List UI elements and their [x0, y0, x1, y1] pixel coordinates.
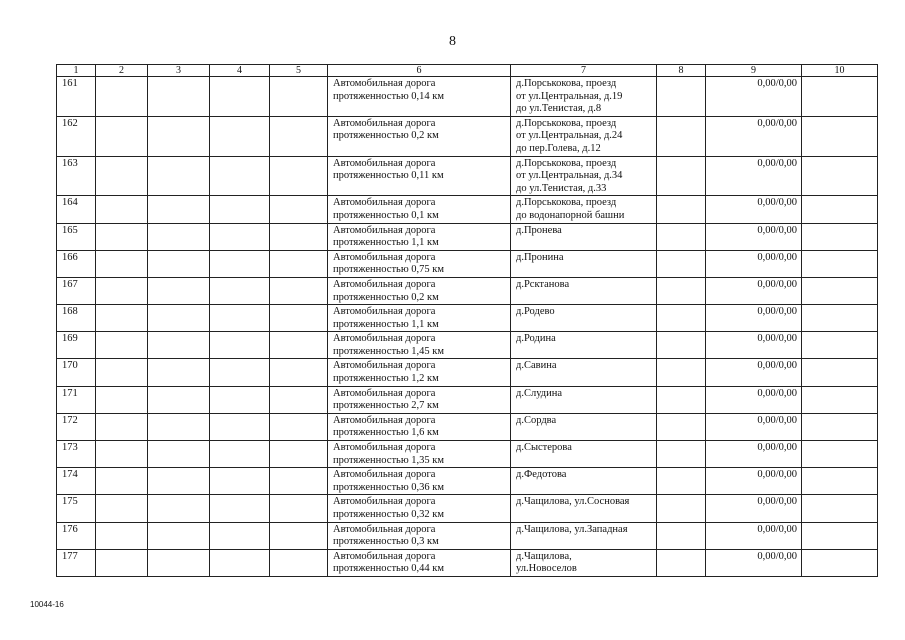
empty-cell	[270, 116, 328, 156]
empty-cell	[657, 250, 706, 277]
value-cell: 0,00/0,00	[706, 468, 802, 495]
empty-cell	[148, 156, 210, 196]
location-line: от ул.Центральная, д.24	[516, 130, 623, 142]
road-description-cell	[328, 441, 511, 468]
value-cell: 0,00/0,00	[706, 441, 802, 468]
table-row	[57, 223, 878, 250]
row-number-cell: 176	[57, 522, 96, 549]
road-description-line: Автомобильная дорога	[333, 78, 436, 89]
road-description-cell	[328, 549, 511, 576]
empty-cell	[270, 495, 328, 522]
empty-cell	[270, 386, 328, 413]
location-cell	[511, 156, 657, 196]
location-line: от ул.Центральная, д.19	[516, 90, 623, 102]
road-description-line: протяженностью 0,3 км	[333, 536, 439, 548]
column-header: 8	[657, 65, 706, 77]
road-description-line: Автомобильная дорога	[333, 157, 436, 169]
road-description-line: протяженностью 1,35 км	[333, 454, 445, 466]
column-header: 1	[57, 65, 96, 77]
empty-cell	[802, 549, 878, 576]
row-number-cell: 170	[57, 359, 96, 386]
row-number-cell: 169	[57, 332, 96, 359]
empty-cell	[148, 77, 210, 117]
empty-cell	[96, 250, 148, 277]
empty-cell	[210, 196, 270, 223]
location-line: д.Порськокова, проезд	[516, 78, 617, 89]
empty-cell	[802, 305, 878, 332]
location-cell	[511, 223, 657, 250]
road-description-line: протяженностью 1,1 км	[333, 318, 439, 330]
empty-cell	[96, 413, 148, 440]
location-cell	[511, 522, 657, 549]
road-description-line: протяженностью 1,2 км	[333, 373, 439, 385]
empty-cell	[802, 413, 878, 440]
empty-cell	[148, 413, 210, 440]
road-description-line: протяженностью 1,1 км	[333, 237, 439, 249]
road-description-line: протяженностью 1,6 км	[333, 427, 439, 439]
table-row	[57, 386, 878, 413]
road-description-cell	[328, 468, 511, 495]
road-description-cell	[328, 116, 511, 156]
empty-cell	[210, 223, 270, 250]
empty-cell	[657, 441, 706, 468]
empty-cell	[270, 250, 328, 277]
empty-cell	[802, 223, 878, 250]
road-description-cell	[328, 495, 511, 522]
empty-cell	[96, 116, 148, 156]
location-line: д.Порськокова, проезд	[516, 197, 617, 209]
empty-cell	[270, 77, 328, 117]
empty-cell	[148, 522, 210, 549]
value-cell: 0,00/0,00	[706, 196, 802, 223]
value-cell: 0,00/0,00	[706, 250, 802, 277]
empty-cell	[270, 468, 328, 495]
location-line: д.Чащилова, ул.Сосновая	[516, 496, 630, 508]
road-description-line: протяженностью 0,1 км	[333, 209, 439, 221]
empty-cell	[657, 413, 706, 440]
empty-cell	[270, 522, 328, 549]
road-description-cell	[328, 196, 511, 223]
location-line: д.Чащилова, ул.Западная	[516, 523, 628, 535]
empty-cell	[802, 468, 878, 495]
empty-cell	[802, 277, 878, 304]
road-description-line: протяженностью 0,75 км	[333, 264, 445, 276]
row-number-cell: 164	[57, 196, 96, 223]
empty-cell	[148, 250, 210, 277]
road-description-line: протяженностью 0,32 км	[333, 509, 445, 520]
value-cell: 0,00/0,00	[706, 223, 802, 250]
empty-cell	[96, 277, 148, 304]
row-number-cell: 162	[57, 116, 96, 156]
table-row	[57, 77, 878, 117]
row-number-cell: 175	[57, 495, 96, 522]
empty-cell	[210, 77, 270, 117]
empty-cell	[210, 250, 270, 277]
row-number-cell: 177	[57, 549, 96, 576]
empty-cell	[96, 332, 148, 359]
value-cell: 0,00/0,00	[706, 116, 802, 156]
road-description-line: Автомобильная дорога	[333, 469, 436, 481]
empty-cell	[148, 305, 210, 332]
empty-cell	[270, 549, 328, 576]
table-row	[57, 495, 878, 522]
empty-cell	[210, 413, 270, 440]
table-row	[57, 441, 878, 468]
empty-cell	[96, 549, 148, 576]
empty-cell	[96, 156, 148, 196]
empty-cell	[270, 156, 328, 196]
value-cell: 0,00/0,00	[706, 413, 802, 440]
empty-cell	[96, 196, 148, 223]
empty-cell	[96, 77, 148, 117]
road-description-line: Автомобильная дорога	[333, 306, 436, 318]
empty-cell	[802, 156, 878, 196]
empty-cell	[802, 332, 878, 359]
value-cell: 0,00/0,00	[706, 386, 802, 413]
row-number-cell: 161	[57, 77, 96, 117]
empty-cell	[96, 386, 148, 413]
empty-cell	[210, 116, 270, 156]
empty-cell	[96, 522, 148, 549]
empty-cell	[96, 441, 148, 468]
road-description-line: Автомобильная дорога	[333, 333, 436, 345]
row-number-cell: 172	[57, 413, 96, 440]
registry-table	[56, 64, 878, 577]
table-row	[57, 250, 878, 277]
value-cell: 0,00/0,00	[706, 305, 802, 332]
location-line: д.Федотова	[516, 469, 567, 481]
empty-cell	[210, 359, 270, 386]
road-description-line: Автомобильная дорога	[333, 550, 436, 562]
value-cell: 0,00/0,00	[706, 522, 802, 549]
empty-cell	[802, 386, 878, 413]
empty-cell	[802, 116, 878, 156]
empty-cell	[270, 441, 328, 468]
empty-cell	[148, 359, 210, 386]
empty-cell	[802, 359, 878, 386]
road-description-line: протяженностью 0,44 км	[333, 563, 445, 575]
table-row	[57, 413, 878, 440]
table-row	[57, 116, 878, 156]
location-line: д.Родина	[516, 333, 556, 345]
empty-cell	[148, 495, 210, 522]
empty-cell	[210, 495, 270, 522]
empty-cell	[802, 77, 878, 117]
empty-cell	[657, 77, 706, 117]
empty-cell	[96, 495, 148, 522]
road-description-cell	[328, 522, 511, 549]
empty-cell	[657, 223, 706, 250]
empty-cell	[802, 441, 878, 468]
location-line: д.Рсктанова	[516, 278, 570, 290]
empty-cell	[148, 196, 210, 223]
empty-cell	[270, 359, 328, 386]
value-cell: 0,00/0,00	[706, 359, 802, 386]
empty-cell	[96, 359, 148, 386]
location-line: д.Родево	[516, 306, 555, 318]
empty-cell	[270, 332, 328, 359]
location-cell	[511, 441, 657, 468]
location-line: от ул.Центральная, д.34	[516, 170, 623, 182]
empty-cell	[96, 223, 148, 250]
location-cell	[511, 305, 657, 332]
column-header: 3	[148, 65, 210, 77]
road-description-line: Автомобильная дорога	[333, 224, 436, 236]
location-cell	[511, 250, 657, 277]
location-cell	[511, 332, 657, 359]
row-number-cell: 166	[57, 250, 96, 277]
location-line: д.Савина	[516, 360, 557, 372]
location-cell	[511, 196, 657, 223]
empty-cell	[148, 277, 210, 304]
road-description-cell	[328, 77, 511, 117]
row-number-cell: 163	[57, 156, 96, 196]
location-line: д.Порськокова, проезд	[516, 157, 617, 169]
value-cell: 0,00/0,00	[706, 332, 802, 359]
table-row	[57, 156, 878, 196]
column-header: 7	[511, 65, 657, 77]
road-description-line: протяженностью 0,2 км	[333, 130, 439, 142]
location-cell	[511, 468, 657, 495]
location-line: до пер.Голева, д.12	[516, 142, 601, 154]
empty-cell	[270, 305, 328, 332]
empty-cell	[657, 386, 706, 413]
empty-cell	[802, 495, 878, 522]
empty-cell	[96, 468, 148, 495]
column-header: 9	[706, 65, 802, 77]
row-number-cell: 168	[57, 305, 96, 332]
empty-cell	[148, 223, 210, 250]
road-description-line: протяженностью 0,14 км	[333, 90, 445, 102]
empty-cell	[210, 305, 270, 332]
column-header: 5	[270, 65, 328, 77]
empty-cell	[148, 332, 210, 359]
empty-cell	[270, 413, 328, 440]
empty-cell	[657, 468, 706, 495]
table-row	[57, 359, 878, 386]
road-description-line: Автомобильная дорога	[333, 414, 436, 426]
location-line: д.Порськокова, проезд	[516, 117, 617, 129]
road-description-line: Автомобильная дорога	[333, 117, 436, 129]
location-cell	[511, 277, 657, 304]
road-description-cell	[328, 359, 511, 386]
empty-cell	[210, 549, 270, 576]
table-header-row	[57, 65, 878, 77]
road-description-line: Автомобильная дорога	[333, 387, 436, 399]
location-line: ул.Новоселов	[516, 563, 577, 575]
empty-cell	[657, 522, 706, 549]
location-line: д.Пронева	[516, 224, 562, 236]
empty-cell	[802, 250, 878, 277]
empty-cell	[657, 116, 706, 156]
empty-cell	[657, 332, 706, 359]
location-line: до водонапорной башни	[516, 209, 625, 221]
empty-cell	[802, 196, 878, 223]
location-line: д.Чащилова,	[516, 550, 572, 562]
row-number-cell: 165	[57, 223, 96, 250]
table-row	[57, 522, 878, 549]
location-cell	[511, 77, 657, 117]
road-description-cell	[328, 250, 511, 277]
table-row	[57, 332, 878, 359]
footer-code: 10044-16	[30, 600, 64, 609]
location-cell	[511, 386, 657, 413]
row-number-cell: 173	[57, 441, 96, 468]
road-description-cell	[328, 332, 511, 359]
road-description-line: Автомобильная дорога	[333, 496, 436, 508]
value-cell: 0,00/0,00	[706, 549, 802, 576]
road-description-line: Автомобильная дорога	[333, 360, 436, 372]
road-description-line: протяженностью 2,7 км	[333, 400, 439, 412]
empty-cell	[657, 156, 706, 196]
column-header: 2	[96, 65, 148, 77]
empty-cell	[148, 386, 210, 413]
table-row	[57, 277, 878, 304]
empty-cell	[148, 549, 210, 576]
location-cell	[511, 413, 657, 440]
table-body	[57, 65, 878, 577]
road-description-line: Автомобильная дорога	[333, 278, 436, 290]
column-header: 4	[210, 65, 270, 77]
road-description-line: Автомобильная дорога	[333, 523, 436, 535]
road-description-cell	[328, 223, 511, 250]
empty-cell	[657, 359, 706, 386]
empty-cell	[802, 522, 878, 549]
column-header: 6	[328, 65, 511, 77]
road-description-line: протяженностью 0,2 км	[333, 291, 439, 303]
road-description-line: Автомобильная дорога	[333, 442, 436, 454]
road-description-cell	[328, 305, 511, 332]
empty-cell	[210, 277, 270, 304]
road-description-cell	[328, 413, 511, 440]
location-line: до ул.Тенистая, д.33	[516, 182, 607, 194]
location-line: д.Сордва	[516, 414, 557, 426]
road-description-line: Автомобильная дорога	[333, 197, 436, 209]
empty-cell	[657, 305, 706, 332]
empty-cell	[657, 196, 706, 223]
empty-cell	[148, 116, 210, 156]
location-line: д.Пронина	[516, 251, 564, 263]
road-description-cell	[328, 156, 511, 196]
empty-cell	[210, 156, 270, 196]
road-description-line: протяженностью 0,36 км	[333, 481, 445, 493]
empty-cell	[657, 549, 706, 576]
location-cell	[511, 495, 657, 522]
table-row	[57, 196, 878, 223]
value-cell: 0,00/0,00	[706, 277, 802, 304]
page-number: 8	[449, 34, 456, 49]
empty-cell	[148, 468, 210, 495]
location-cell	[511, 359, 657, 386]
empty-cell	[210, 332, 270, 359]
empty-cell	[657, 495, 706, 522]
location-cell	[511, 116, 657, 156]
empty-cell	[657, 277, 706, 304]
row-number-cell: 174	[57, 468, 96, 495]
empty-cell	[270, 277, 328, 304]
value-cell: 0,00/0,00	[706, 77, 802, 117]
empty-cell	[210, 522, 270, 549]
empty-cell	[270, 196, 328, 223]
empty-cell	[210, 441, 270, 468]
road-description-line: Автомобильная дорога	[333, 251, 436, 263]
location-line: д.Сыстерова	[516, 442, 572, 454]
row-number-cell: 167	[57, 277, 96, 304]
location-line: до ул.Тенистая, д.8	[516, 103, 602, 115]
value-cell: 0,00/0,00	[706, 156, 802, 196]
empty-cell	[270, 223, 328, 250]
location-line: д.Слудина	[516, 387, 563, 399]
empty-cell	[96, 305, 148, 332]
table-row	[57, 468, 878, 495]
empty-cell	[210, 468, 270, 495]
location-cell	[511, 549, 657, 576]
table-row	[57, 549, 878, 576]
table-row	[57, 305, 878, 332]
column-header: 10	[802, 65, 878, 77]
value-cell: 0,00/0,00	[706, 495, 802, 522]
road-description-line: протяженностью 0,11 км	[333, 170, 444, 182]
empty-cell	[210, 386, 270, 413]
road-description-cell	[328, 277, 511, 304]
road-description-cell	[328, 386, 511, 413]
empty-cell	[148, 441, 210, 468]
row-number-cell: 171	[57, 386, 96, 413]
road-description-line: протяженностью 1,45 км	[333, 345, 445, 357]
